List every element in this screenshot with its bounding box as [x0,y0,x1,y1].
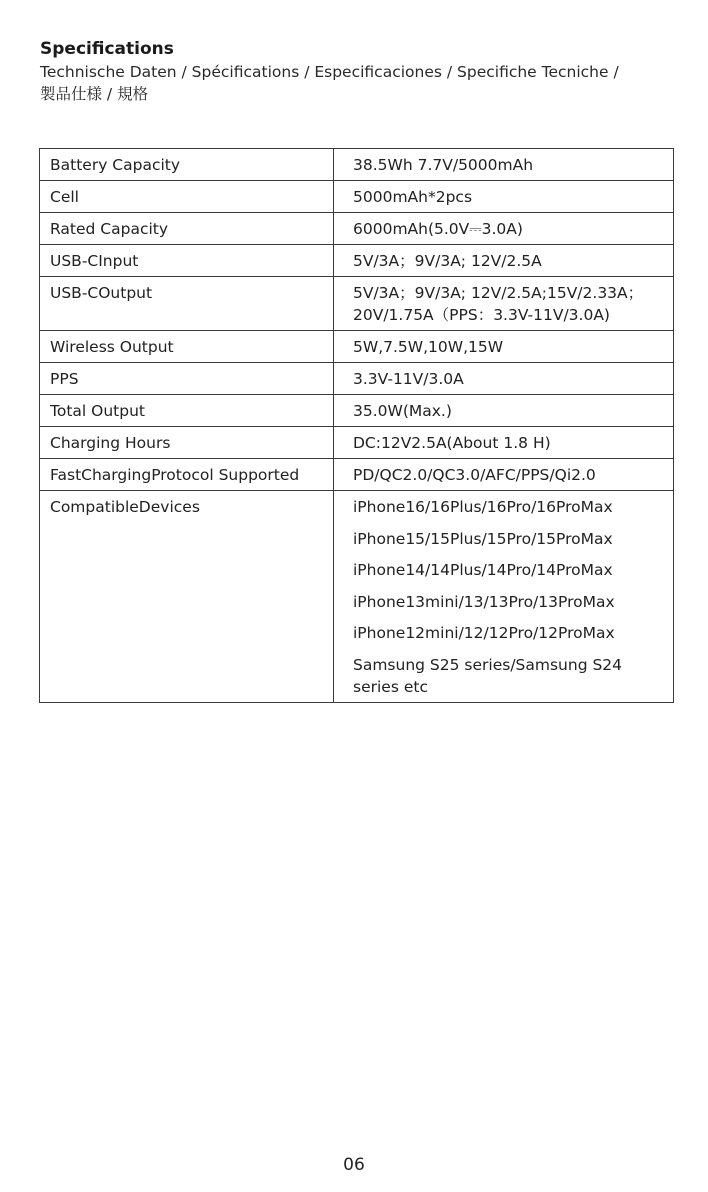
list-item: Samsung S25 series/Samsung S24 series etc [353,655,623,696]
list-item: iPhone14/14Plus/14Pro/14ProMax [353,561,613,579]
spec-label: Wireless Output [40,331,334,363]
spec-value [334,459,674,491]
list-item: iPhone16/16Plus/16Pro/16ProMax [353,498,613,516]
table-row [40,277,674,331]
spec-value-line: 5000mAh*2pcs [353,188,473,206]
table-row [40,181,674,213]
spec-value-line: 38.5Wh 7.7V/5000mAh [353,156,534,174]
spec-value [334,331,674,363]
spec-label: PPS [40,363,334,395]
spec-label: Charging Hours [40,427,334,459]
list-item: iPhone13mini/13/13Pro/13ProMax [353,592,615,611]
spec-label: Battery Capacity [40,149,334,181]
spec-value-line: 20V/1.75A（PPS：3.3V-11V/3.0A) [353,306,610,324]
spec-label: USB-COutput [40,277,334,331]
page-subtitle-line-2: 製品仕様 / 規格 [40,85,149,103]
spec-value [334,149,674,181]
table-row [40,245,674,277]
spec-value-line: 5W,7.5W,10W,15W [353,338,504,356]
list-item: iPhone15/15Plus/15Pro/15ProMax [353,529,613,548]
specifications-table-body [40,149,674,703]
table-row [40,395,674,427]
table-row-compatible-devices [40,491,674,703]
spec-value [334,277,674,331]
page-subtitle-line-1: Technische Daten / Spécifications / Especificaciones / Specifiche Tecniche / [40,63,619,81]
spec-value-line: PD/QC2.0/QC3.0/AFC/PPS/Qi2.0 [353,466,596,484]
table-row [40,427,674,459]
spec-value-line: 6000mAh(5.0V⎓3.0A) [353,220,523,238]
page-title: Specifications [40,39,174,59]
spec-label: Cell [40,181,334,213]
specifications-table [39,148,674,703]
spec-value-line: 5V/3A；9V/3A; 12V/2.5A;15V/2.33A； [353,284,644,302]
spec-value-line: 35.0W(Max.) [353,402,452,420]
table-row [40,459,674,491]
page-number: 06 [343,1155,365,1175]
spec-label: Rated Capacity [40,213,334,245]
table-row [40,213,674,245]
spec-value [334,213,674,245]
table-row [40,331,674,363]
spec-label: USB-CInput [40,245,334,277]
spec-value-line: DC:12V2.5A(About 1.8 H) [353,434,551,452]
table-row [40,149,674,181]
spec-value [334,181,674,213]
spec-value [334,245,674,277]
spec-value-line: 5V/3A；9V/3A; 12V/2.5A [353,252,542,270]
spec-label: CompatibleDevices [40,491,334,703]
spec-value [334,395,674,427]
page-header [40,38,680,105]
spec-value-line: 3.3V-11V/3.0A [353,370,464,388]
spec-label: FastChargingProtocol Supported [40,459,334,491]
list-item: iPhone12mini/12/12Pro/12ProMax [353,624,615,642]
table-row [40,363,674,395]
spec-value [334,427,674,459]
spec-label: Total Output [40,395,334,427]
compatible-devices-list [334,491,674,703]
spec-value [334,363,674,395]
